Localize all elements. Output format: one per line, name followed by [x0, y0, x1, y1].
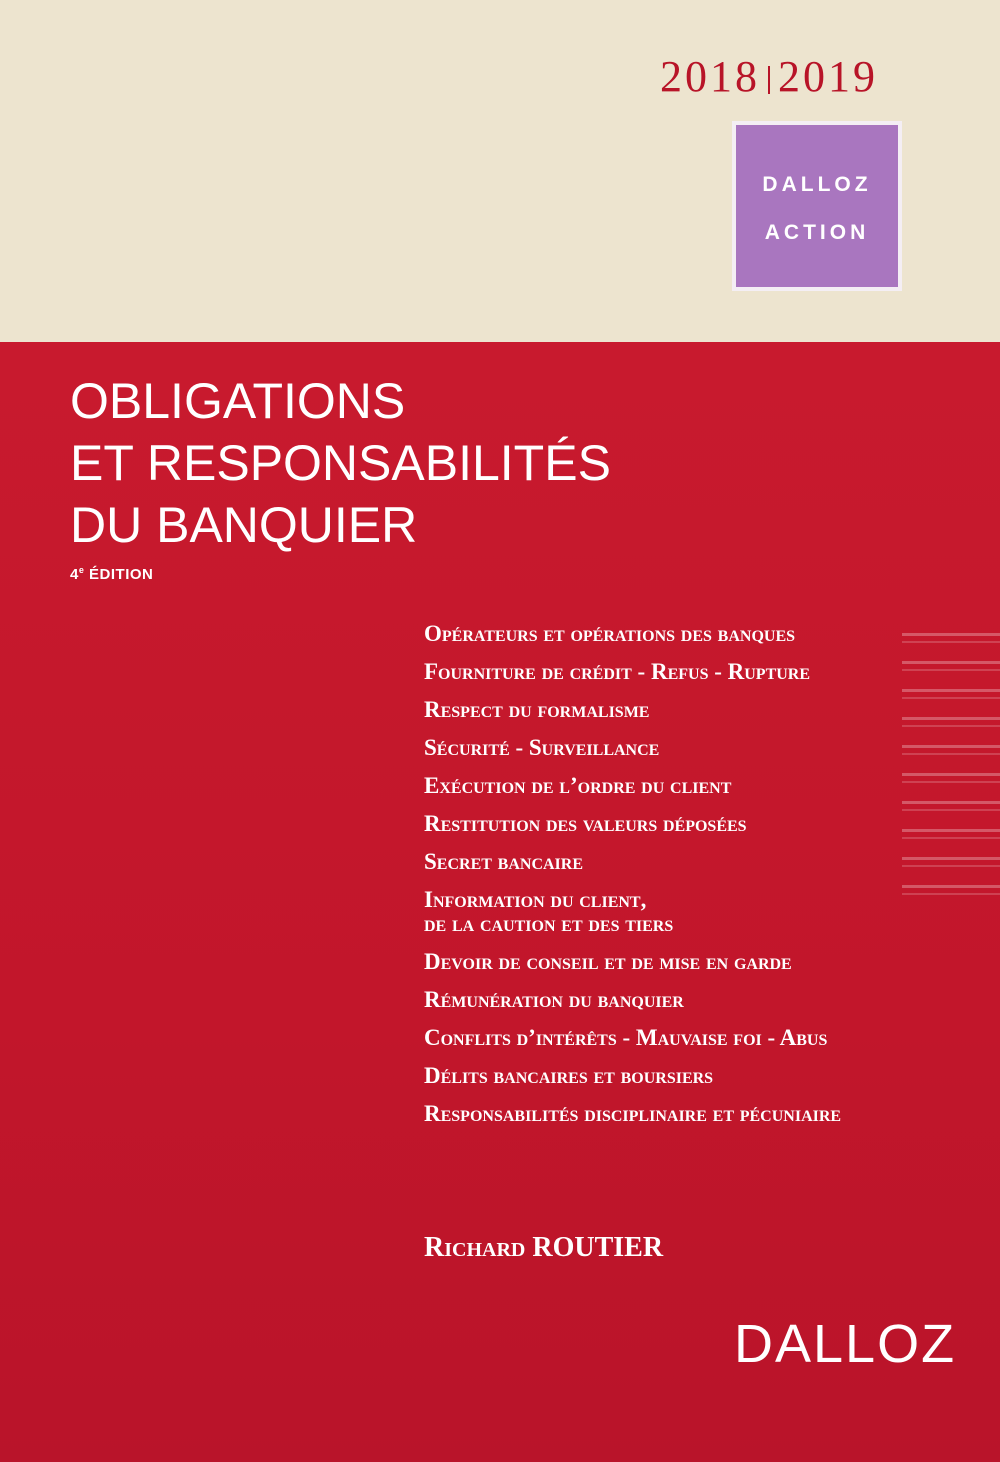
author-first-name: Richard	[424, 1232, 526, 1263]
title-line-2: ET RESPONSABILITÉS	[70, 435, 611, 491]
topic-item: Restitution des valeurs déposées	[424, 811, 747, 836]
title-line-3: DU BANQUIER	[70, 497, 418, 553]
topic-item: Respect du formalisme	[424, 697, 650, 722]
year-separator	[768, 66, 770, 94]
topic-item: Conflits d’intérêts - Mauvaise foi - Abus	[424, 1025, 828, 1050]
author-name	[424, 1232, 663, 1264]
topic-item: Sécurité - Surveillance	[424, 735, 660, 760]
badge-line-1: DALLOZ	[762, 173, 872, 196]
topic-item: Exécution de l’ordre du client	[424, 773, 732, 798]
badge-line-2: ACTION	[764, 221, 870, 244]
edition-word: ÉDITION	[89, 566, 154, 583]
decorative-stripes	[902, 633, 1000, 895]
year-end: 2019	[778, 52, 878, 101]
topic-item: Devoir de conseil et de mise en garde	[424, 949, 792, 974]
topic-item-line-2: de la caution et des tiers	[424, 911, 674, 936]
edition-superscript: e	[78, 565, 85, 575]
topic-item: Responsabilités disciplinaire et pécuniaire	[424, 1101, 842, 1126]
title-line-1: OBLIGATIONS	[70, 373, 406, 429]
topic-item: Délits bancaires et boursiers	[424, 1063, 714, 1088]
topic-item: Secret bancaire	[424, 849, 584, 874]
topic-item: Fourniture de crédit - Refus - Rupture	[424, 659, 811, 684]
topic-item: Opérateurs et opérations des banques	[424, 621, 796, 646]
topic-item	[424, 888, 904, 936]
topic-item: Rémunération du banquier	[424, 987, 684, 1012]
edition-years	[660, 52, 910, 102]
edition-label	[70, 565, 153, 583]
edition-number: 4	[70, 566, 79, 583]
publisher-logo: DALLOZ	[734, 1314, 957, 1374]
topic-list	[424, 622, 904, 1140]
year-start: 2018	[660, 52, 760, 101]
author-last-name: ROUTIER	[532, 1232, 664, 1263]
book-title	[70, 370, 690, 556]
topic-item-line-1: Information du client,	[424, 887, 647, 912]
collection-badge	[732, 121, 902, 291]
